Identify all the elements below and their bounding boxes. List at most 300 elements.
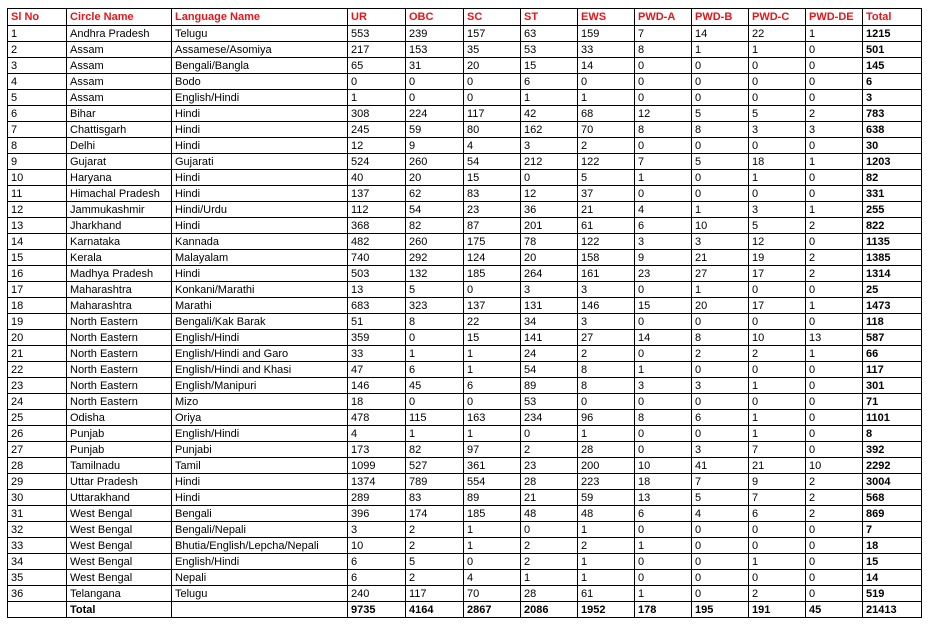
table-cell: 7 [749,490,806,506]
table-cell: 0 [806,138,863,154]
table-cell: 0 [692,586,749,602]
table-cell: Hindi [172,218,348,234]
row-total-cell: 1101 [863,410,922,426]
table-cell: 0 [464,394,521,410]
table-cell: 0 [578,394,635,410]
column-header: EWS [578,9,635,26]
table-cell: 14 [8,234,67,250]
table-cell: 239 [406,26,464,42]
column-header: UR [348,9,406,26]
table-cell: 6 [692,410,749,426]
table-cell: West Bengal [67,570,172,586]
table-row [8,458,922,474]
table-cell: 141 [521,330,578,346]
table-cell: 3 [578,282,635,298]
table-cell: West Bengal [67,554,172,570]
table-cell: 185 [464,266,521,282]
table-cell: 3 [806,122,863,138]
table-cell: 683 [348,298,406,314]
table-row [8,298,922,314]
table-cell: 0 [464,90,521,106]
table-cell: Delhi [67,138,172,154]
table-cell: Andhra Pradesh [67,26,172,42]
table-cell: 17 [8,282,67,298]
table-cell: 8 [635,410,692,426]
table-cell: 1 [464,522,521,538]
table-cell: 0 [806,378,863,394]
table-cell: 308 [348,106,406,122]
table-cell: 15 [521,58,578,74]
table-cell: English/Hindi [172,90,348,106]
table-cell: 0 [406,394,464,410]
table-cell: 27 [578,330,635,346]
totals-cell [172,602,348,618]
table-cell: 789 [406,474,464,490]
table-cell: 146 [578,298,635,314]
table-cell: 54 [406,202,464,218]
table-cell: 0 [635,314,692,330]
table-cell: Hindi [172,122,348,138]
table-cell: 161 [578,266,635,282]
table-cell: 132 [406,266,464,282]
totals-cell: 1952 [578,602,635,618]
table-cell: 0 [806,42,863,58]
table-cell: 5 [749,106,806,122]
table-cell: 0 [406,90,464,106]
table-cell: 0 [806,554,863,570]
row-total-cell: 25 [863,282,922,298]
table-cell: 27 [692,266,749,282]
table-cell: 2 [8,42,67,58]
totals-row [8,602,922,618]
table-cell: English/Hindi [172,554,348,570]
table-cell: Konkani/Marathi [172,282,348,298]
totals-cell: 191 [749,602,806,618]
table-row [8,42,922,58]
table-cell: Bengali/Kak Barak [172,314,348,330]
row-total-cell: 18 [863,538,922,554]
row-total-cell: 3 [863,90,922,106]
table-cell: 31 [406,58,464,74]
table-cell: 5 [692,106,749,122]
table-cell: 0 [749,570,806,586]
table-cell: 240 [348,586,406,602]
table-cell: 87 [464,218,521,234]
table-cell: North Eastern [67,362,172,378]
table-cell: 65 [348,58,406,74]
table-cell: 89 [464,490,521,506]
table-cell: Bodo [172,74,348,90]
table-cell: 48 [578,506,635,522]
row-total-cell: 14 [863,570,922,586]
table-cell: 0 [521,426,578,442]
table-cell: West Bengal [67,506,172,522]
row-total-cell: 1385 [863,250,922,266]
table-cell: 15 [464,170,521,186]
table-cell: 1 [464,346,521,362]
table-cell: 23 [635,266,692,282]
table-cell: 0 [749,538,806,554]
row-total-cell: 2292 [863,458,922,474]
table-cell: 42 [521,106,578,122]
table-cell: Hindi [172,170,348,186]
row-total-cell: 783 [863,106,922,122]
row-total-cell: 568 [863,490,922,506]
column-header: Language Name [172,9,348,26]
table-cell: 224 [406,106,464,122]
table-cell: Assam [67,90,172,106]
table-cell: 2 [806,506,863,522]
table-cell: 14 [578,58,635,74]
table-cell: 0 [578,74,635,90]
table-cell: 0 [521,170,578,186]
table-cell: 18 [348,394,406,410]
table-cell: Karnataka [67,234,172,250]
table-cell: 17 [749,266,806,282]
table-cell: 68 [578,106,635,122]
table-cell: West Bengal [67,522,172,538]
table-cell: 2 [806,106,863,122]
table-row [8,330,922,346]
table-row [8,122,922,138]
table-cell: 20 [692,298,749,314]
table-cell: 1 [578,426,635,442]
table-cell: Hindi [172,474,348,490]
table-row [8,282,922,298]
table-cell: Kerala [67,250,172,266]
table-cell: Punjabi [172,442,348,458]
table-cell: Tamilnadu [67,458,172,474]
table-cell: 45 [406,378,464,394]
table-cell: 0 [749,362,806,378]
column-header: PWD-C [749,9,806,26]
table-cell: 2 [806,218,863,234]
table-cell: 0 [635,186,692,202]
table-cell: 158 [578,250,635,266]
table-cell: 122 [578,234,635,250]
table-cell: 12 [8,202,67,218]
table-cell: 1 [749,554,806,570]
totals-cell: 2086 [521,602,578,618]
table-cell: 53 [521,42,578,58]
table-row [8,586,922,602]
row-total-cell: 118 [863,314,922,330]
table-row [8,26,922,42]
table-cell: 1 [806,346,863,362]
table-cell: 70 [464,586,521,602]
table-cell: 2 [578,538,635,554]
table-cell: 0 [635,394,692,410]
table-cell: 1 [806,26,863,42]
table-cell: Telangana [67,586,172,602]
table-cell: 0 [806,410,863,426]
table-cell: 7 [635,154,692,170]
table-cell: 0 [635,58,692,74]
table-cell: 0 [806,362,863,378]
table-cell: 117 [406,586,464,602]
table-cell: 554 [464,474,521,490]
column-header: PWD-B [692,9,749,26]
table-cell: 0 [692,522,749,538]
table-cell: 35 [8,570,67,586]
table-cell: 14 [635,330,692,346]
table-cell: Hindi/Urdu [172,202,348,218]
table-cell: 740 [348,250,406,266]
table-cell: 4 [348,426,406,442]
table-cell: 245 [348,122,406,138]
table-cell: 2 [521,538,578,554]
table-cell: 3 [348,522,406,538]
table-cell: 0 [749,314,806,330]
table-cell: 0 [749,394,806,410]
table-cell: 82 [406,442,464,458]
table-cell: 10 [348,538,406,554]
table-cell: 6 [406,362,464,378]
table-cell: Haryana [67,170,172,186]
table-cell: 10 [806,458,863,474]
totals-cell: Total [67,602,172,618]
table-cell: 17 [749,298,806,314]
table-cell: 6 [635,218,692,234]
table-row [8,58,922,74]
table-cell: 1 [749,42,806,58]
table-cell: Tamil [172,458,348,474]
table-cell: 15 [635,298,692,314]
table-cell: 122 [578,154,635,170]
table-row [8,506,922,522]
table-cell: 24 [8,394,67,410]
table-cell: 34 [8,554,67,570]
table-cell: 527 [406,458,464,474]
table-cell: 54 [464,154,521,170]
table-row [8,538,922,554]
table-cell: Jharkhand [67,218,172,234]
table-cell: 63 [521,26,578,42]
table-cell: 0 [806,90,863,106]
table-cell: Kannada [172,234,348,250]
table-cell: Hindi [172,266,348,282]
table-cell: 15 [464,330,521,346]
table-cell: 0 [464,282,521,298]
column-header: ST [521,9,578,26]
table-cell: 0 [749,138,806,154]
table-cell: 5 [692,154,749,170]
table-cell: Hindi [172,138,348,154]
table-cell: 23 [8,378,67,394]
table-row [8,202,922,218]
table-cell: 0 [406,330,464,346]
table-cell: North Eastern [67,378,172,394]
table-cell: 34 [521,314,578,330]
table-cell: 1 [521,570,578,586]
table-cell: 1 [749,378,806,394]
table-cell: 0 [692,186,749,202]
table-cell: Hindi [172,490,348,506]
table-cell: Marathi [172,298,348,314]
table-cell: North Eastern [67,346,172,362]
table-cell: 0 [749,90,806,106]
table-cell: Jammukashmir [67,202,172,218]
table-cell: 223 [578,474,635,490]
table-row [8,378,922,394]
row-total-cell: 501 [863,42,922,58]
table-cell: 21 [692,250,749,266]
table-cell: 70 [578,122,635,138]
table-cell: Uttarakhand [67,490,172,506]
table-cell: 217 [348,42,406,58]
table-row [8,186,922,202]
table-cell: North Eastern [67,314,172,330]
table-cell: 264 [521,266,578,282]
table-cell: Assam [67,42,172,58]
table-cell: 5 [578,170,635,186]
table-cell: Mizo [172,394,348,410]
row-total-cell: 82 [863,170,922,186]
row-total-cell: 1135 [863,234,922,250]
table-cell: 2 [521,442,578,458]
table-cell: 15 [8,250,67,266]
table-cell: 524 [348,154,406,170]
table-cell: 83 [406,490,464,506]
table-cell: 10 [635,458,692,474]
row-total-cell: 519 [863,586,922,602]
table-cell: 0 [806,234,863,250]
table-cell: 82 [406,218,464,234]
table-row [8,266,922,282]
table-cell: Malayalam [172,250,348,266]
table-cell: 61 [578,586,635,602]
table-cell: 40 [348,170,406,186]
row-total-cell: 331 [863,186,922,202]
row-total-cell: 392 [863,442,922,458]
table-cell: 10 [692,218,749,234]
table-cell: 7 [749,442,806,458]
table-cell: 1 [348,90,406,106]
table-cell: 323 [406,298,464,314]
table-cell: 162 [521,122,578,138]
table-cell: 0 [806,314,863,330]
totals-cell: 195 [692,602,749,618]
table-cell: 24 [521,346,578,362]
table-cell: 9 [749,474,806,490]
totals-cell: 2867 [464,602,521,618]
table-cell: Telugu [172,26,348,42]
table-cell: 0 [635,522,692,538]
row-total-cell: 822 [863,218,922,234]
table-cell: Oriya [172,410,348,426]
table-cell: 28 [578,442,635,458]
table-cell: 2 [406,538,464,554]
table-cell: English/Hindi [172,426,348,442]
table-cell: 13 [806,330,863,346]
table-cell: 8 [578,378,635,394]
table-cell: 54 [521,362,578,378]
table-row [8,314,922,330]
table-cell: 31 [8,506,67,522]
table-cell: 260 [406,234,464,250]
table-cell: 12 [521,186,578,202]
table-cell: 1 [578,90,635,106]
table-cell: Hindi [172,106,348,122]
table-cell: 2 [406,570,464,586]
table-cell: 260 [406,154,464,170]
table-cell: 396 [348,506,406,522]
table-cell: 7 [635,26,692,42]
table-cell: 19 [749,250,806,266]
table-cell: 18 [749,154,806,170]
table-cell: 2 [692,346,749,362]
table-cell: 8 [8,138,67,154]
table-cell: 359 [348,330,406,346]
totals-cell: 21413 [863,602,922,618]
table-cell: 8 [635,122,692,138]
table-cell: Bhutia/English/Lepcha/Nepali [172,538,348,554]
table-cell: 2 [806,266,863,282]
table-cell: 1 [8,26,67,42]
table-cell: 0 [806,442,863,458]
table-cell: 21 [749,458,806,474]
table-cell: 13 [8,218,67,234]
table-cell: 0 [348,74,406,90]
table-cell: 20 [406,170,464,186]
table-cell: 1 [635,538,692,554]
table-cell: 0 [635,570,692,586]
table-cell: 18 [8,298,67,314]
table-cell: 146 [348,378,406,394]
table-cell: 22 [8,362,67,378]
table-cell: 29 [8,474,67,490]
table-cell: 51 [348,314,406,330]
table-cell: 10 [749,330,806,346]
row-total-cell: 8 [863,426,922,442]
table-cell: 30 [8,490,67,506]
table-cell: 0 [692,74,749,90]
table-cell: Madhya Pradesh [67,266,172,282]
column-header: Sl No [8,9,67,26]
table-cell: 478 [348,410,406,426]
table-cell: 1 [464,538,521,554]
row-total-cell: 145 [863,58,922,74]
table-cell: 173 [348,442,406,458]
table-cell: Punjab [67,426,172,442]
table-cell: 0 [692,554,749,570]
table-cell: 10 [8,170,67,186]
table-cell: 8 [692,122,749,138]
table-cell: 6 [464,378,521,394]
row-total-cell: 301 [863,378,922,394]
table-cell: 0 [692,538,749,554]
table-cell: 0 [806,74,863,90]
table-cell: 20 [464,58,521,74]
table-cell: 1 [635,362,692,378]
table-cell: 3 [749,202,806,218]
table-cell: 21 [521,490,578,506]
table-row [8,250,922,266]
table-cell: West Bengal [67,538,172,554]
table-cell: 16 [8,266,67,282]
row-total-cell: 1203 [863,154,922,170]
table-cell: 201 [521,218,578,234]
table-cell: English/Hindi and Garo [172,346,348,362]
table-cell: 33 [578,42,635,58]
table-cell: 361 [464,458,521,474]
table-cell: 124 [464,250,521,266]
table-cell: English/Hindi [172,330,348,346]
table-cell: 5 [406,282,464,298]
table-cell: 28 [8,458,67,474]
totals-cell: 178 [635,602,692,618]
table-cell: 212 [521,154,578,170]
